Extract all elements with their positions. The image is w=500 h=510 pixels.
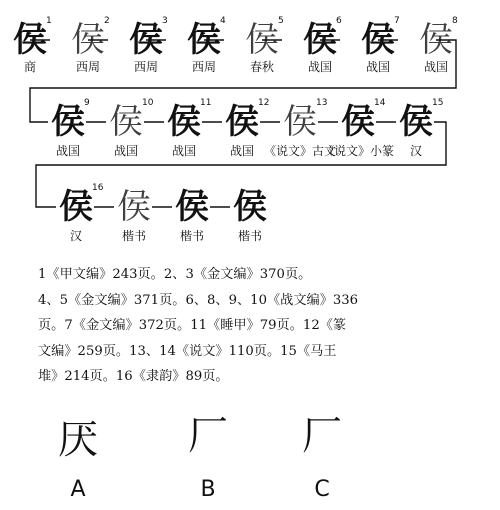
option-b-label: B [200,477,216,502]
form-number: 10 [142,98,154,108]
era-label: 战国 [365,60,390,74]
form-number: 14 [374,98,386,108]
form-number: 6 [336,16,342,26]
form-number: 9 [84,98,90,108]
era-label: 战国 [423,60,448,74]
note-line: 文编》259页。13、14《说文》110页。15《马王 [38,343,337,359]
era-label: 汉 [69,229,82,243]
glyph-form: 侯 [419,20,453,60]
glyph-form: 侯 [283,102,317,142]
glyph-form: 侯 [233,187,267,227]
glyph-form: 侯 [175,187,209,227]
era-label: 《说文》小篆 [321,144,394,158]
option-a-label: A [70,477,86,502]
form-number: 4 [220,16,226,26]
glyph-form: 侯 [361,20,395,60]
glyph-form: 侯 [225,102,259,142]
option-c-glyph: 厂 [302,413,342,459]
glyph-form: 侯 [167,102,201,142]
era-label: 战国 [171,144,196,158]
form-number: 7 [394,16,400,26]
form-number: 13 [316,98,328,108]
note-line: 4、5《金文编》371页。6、8、9、10《战文编》336 [38,292,359,308]
era-label: 《说文》古文 [263,144,336,158]
form-number: 1 [46,16,52,26]
form-number: 2 [104,16,110,26]
form-number: 5 [278,16,284,26]
era-label: 楷书 [121,229,146,243]
glyph-form: 侯 [71,20,105,60]
form-number: 15 [432,98,444,108]
form-number: 11 [200,98,212,108]
note-line: 页。7《金文编》372页。11《睡甲》79页。12《篆 [38,318,347,333]
era-label: 汉 [409,144,422,158]
era-label: 西周 [191,60,216,74]
glyph-form: 侯 [59,187,93,227]
option-c-label: C [314,477,330,502]
era-label: 楷书 [237,229,262,243]
era-label: 西周 [75,60,100,74]
form-number: 16 [92,183,104,193]
glyph-form: 侯 [51,102,85,142]
glyph-form: 侯 [117,187,151,227]
glyph-form: 侯 [245,20,279,60]
era-label: 战国 [113,144,138,158]
glyph-form: 侯 [187,20,221,60]
glyph-form: 侯 [129,20,163,60]
era-label: 楷书 [179,229,204,243]
option-a-glyph: 厌 [58,417,98,463]
form-number: 12 [258,98,270,108]
source-notes [38,262,458,390]
era-label: 战国 [55,144,80,158]
glyph-form: 侯 [303,20,337,60]
option-b-glyph: 厂 [188,413,228,459]
note-line: 堆》214页。16《隶韵》89页。 [38,369,229,384]
form-number: 8 [452,16,458,26]
era-label: 西周 [133,60,158,74]
era-label: 战国 [229,144,254,158]
era-label: 战国 [307,60,332,74]
era-label: 春秋 [249,60,274,74]
glyph-form: 侯 [13,20,47,60]
glyph-form: 侯 [399,102,433,142]
glyph-form: 侯 [109,102,143,142]
glyph-form: 侯 [341,102,375,142]
era-label: 商 [23,60,36,74]
note-line: 1《甲文编》243页。2、3《金文编》370页。 [38,267,312,282]
form-number: 3 [162,16,168,26]
